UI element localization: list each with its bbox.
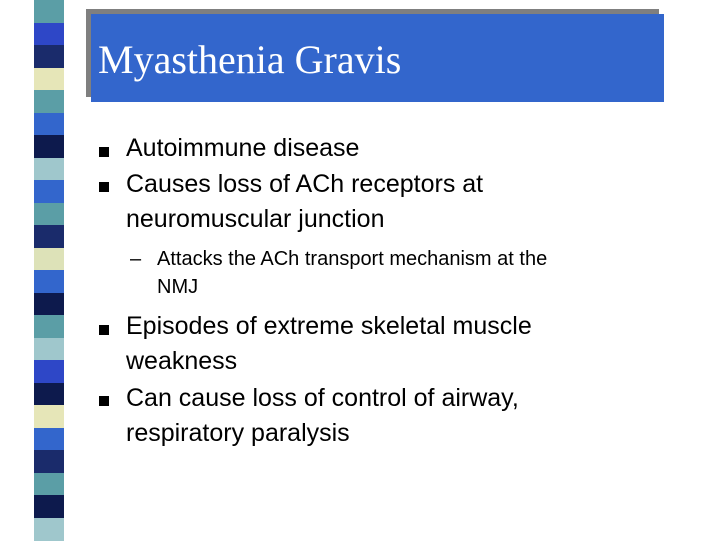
stripe-block xyxy=(34,45,64,68)
stripe-block xyxy=(34,518,64,541)
stripe-block xyxy=(34,495,64,518)
stripe-block xyxy=(34,23,64,46)
bullet-square-icon xyxy=(99,147,109,157)
sub-bullet-line-1: Attacks the ACh transport mechanism at the xyxy=(157,248,548,270)
stripe-block xyxy=(34,338,64,361)
bullet-4-line-1: Can cause loss of control of airway, xyxy=(126,384,519,412)
decorative-stripe xyxy=(34,0,64,540)
stripe-block xyxy=(34,0,64,23)
stripe-block xyxy=(34,248,64,271)
stripe-block xyxy=(34,90,64,113)
stripe-block xyxy=(34,113,64,136)
stripe-block xyxy=(34,315,64,338)
slide-title: Myasthenia Gravis xyxy=(98,37,402,82)
stripe-block xyxy=(34,225,64,248)
bullet-1-line-1: Autoimmune disease xyxy=(126,134,360,162)
stripe-block xyxy=(34,68,64,91)
bullet-3-line-2: weakness xyxy=(126,347,238,375)
stripe-block xyxy=(34,450,64,473)
stripe-block xyxy=(34,203,64,226)
stripe-block xyxy=(34,135,64,158)
stripe-block xyxy=(34,405,64,428)
bullet-square-icon xyxy=(99,182,109,192)
stripe-block xyxy=(34,383,64,406)
stripe-block xyxy=(34,428,64,451)
stripe-block xyxy=(34,293,64,316)
sub-bullet-dash: – xyxy=(130,248,142,270)
bullet-square-icon xyxy=(99,325,109,335)
bullet-square-icon xyxy=(99,396,109,406)
stripe-block xyxy=(34,270,64,293)
bullet-4-line-2: respiratory paralysis xyxy=(126,419,350,447)
sub-bullet-line-2: NMJ xyxy=(157,276,199,298)
bullet-3-line-1: Episodes of extreme skeletal muscle xyxy=(126,312,532,340)
stripe-block xyxy=(34,158,64,181)
bullet-2-line-1: Causes loss of ACh receptors at xyxy=(126,170,484,198)
stripe-block xyxy=(34,473,64,496)
stripe-block xyxy=(34,360,64,383)
bullet-2-line-2: neuromuscular junction xyxy=(126,205,385,233)
stripe-block xyxy=(34,180,64,203)
